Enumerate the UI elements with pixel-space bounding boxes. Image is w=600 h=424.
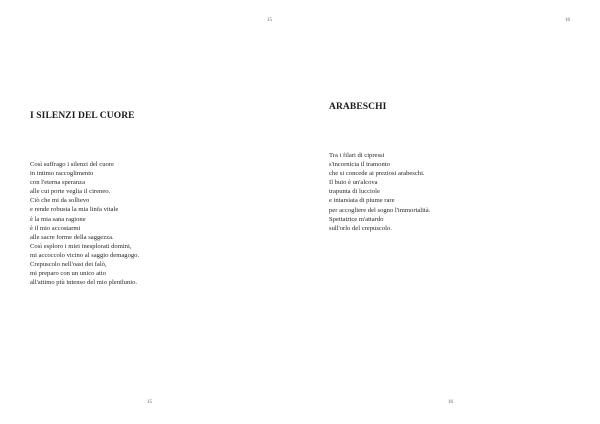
poem-line: trapunta di lucciole bbox=[329, 188, 380, 196]
poem-line: è la mia sana ragione bbox=[30, 215, 86, 223]
poem-line: Crepuscolo nell'oasi dei falò, bbox=[30, 261, 107, 269]
poem-body bbox=[30, 160, 139, 287]
poem-line: all'attimo più intenso del mio plenilunio. bbox=[30, 279, 138, 287]
poem-line: s'incornicia il tramonto bbox=[329, 161, 390, 169]
poem-line: e rende robusta la mia linfa vitale bbox=[30, 206, 119, 214]
poem-line: Così esploro i miei inesplorati domini, bbox=[30, 242, 132, 250]
poem-line: alle cui porte veglia il cireneo. bbox=[30, 188, 111, 196]
poem-line: è il mio accostarmi bbox=[30, 224, 81, 232]
poem-line: Ciò che mi da sollievo bbox=[30, 197, 90, 205]
poem-line: Spettatrice m'attardo bbox=[329, 215, 384, 223]
poem-line: alle sacre forme della saggezza. bbox=[30, 233, 114, 241]
running-head-page-number: 16 bbox=[565, 18, 570, 23]
poem-line: Il buio è un'alcova bbox=[329, 179, 378, 187]
poem-line: e intarsiata di piume rare bbox=[329, 197, 395, 205]
poem-line: che si concede ai preziosi arabeschi. bbox=[329, 170, 425, 178]
poem-title: ARABESCHI bbox=[329, 102, 387, 112]
poem-title: I SILENZI DEL CUORE bbox=[30, 111, 135, 121]
poem-line: in intimo raccoglimento bbox=[30, 170, 94, 178]
poem-line: Così suffrago i silenzi del cuore bbox=[30, 161, 114, 168]
poem-line: per accogliere del sogno l'immortalità. bbox=[329, 206, 431, 214]
poem-line: mi preparo con un unico atto bbox=[30, 270, 106, 278]
running-head-page-number: 15 bbox=[267, 18, 272, 23]
right-page bbox=[300, 0, 600, 424]
page-number-footer: 15 bbox=[147, 400, 152, 405]
poem-line: Tra i filari di cipressi bbox=[329, 152, 385, 159]
page-number-footer: 16 bbox=[448, 400, 453, 405]
poem-line: mi accoccolo vicino al saggio demagogo. bbox=[30, 251, 140, 259]
poem-line: sull'orlo del crepuscolo. bbox=[329, 224, 392, 232]
poem-line: con l'eterna speranza bbox=[30, 179, 86, 187]
poem-body bbox=[329, 151, 430, 233]
